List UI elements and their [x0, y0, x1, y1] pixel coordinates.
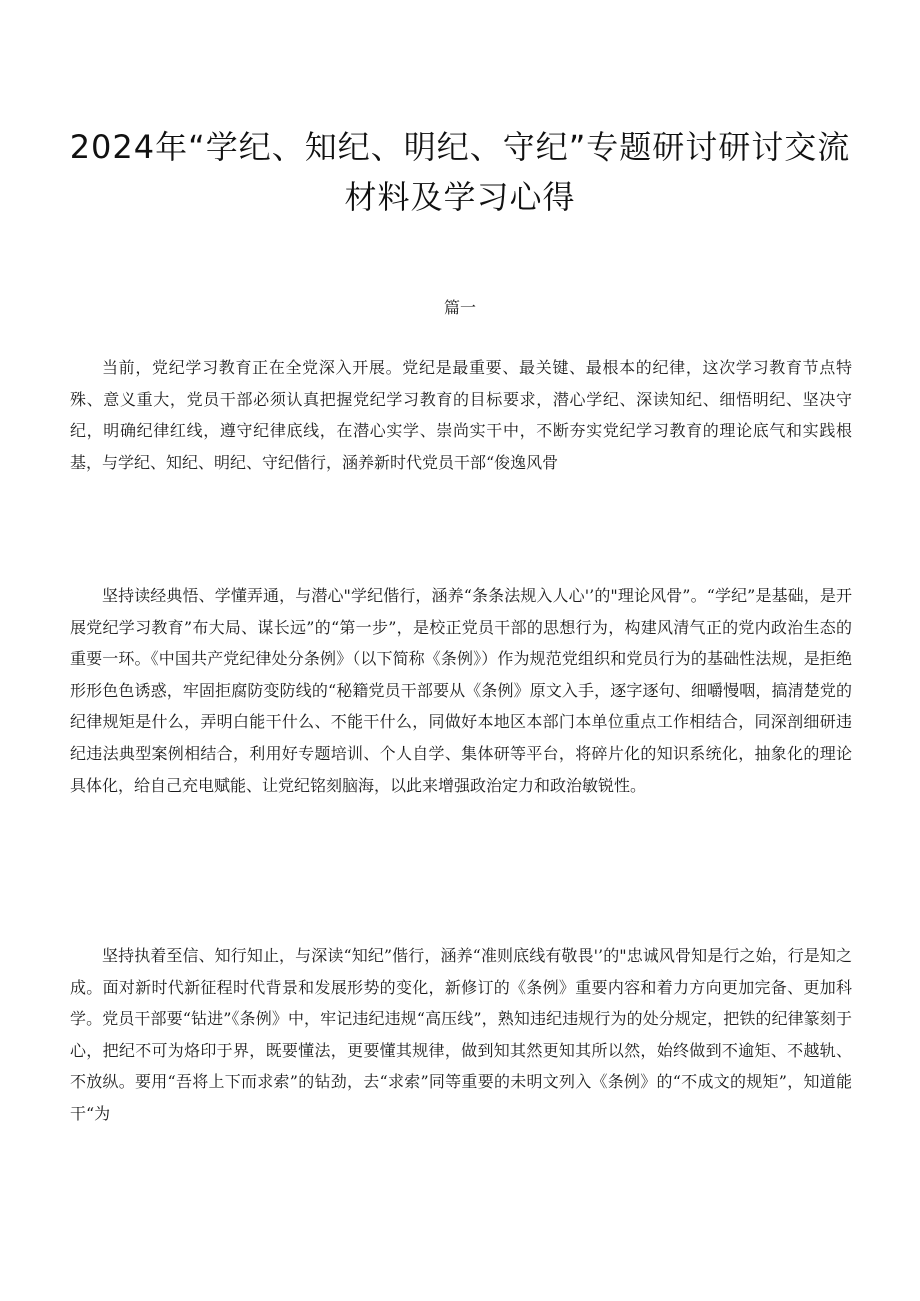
body-paragraph: 当前，党纪学习教育正在全党深入开展。党纪是最重要、最关键、最根本的纪律，这次学习教育节点特殊、意义重大，党员干部必须认真把握党纪学习教育的目标要求，潜心学纪、深读知纪、细悟明纪、坚决守纪，明确纪律红线，遵守纪律底线，在潜心实学、崇尚实干中，不断夯实党纪学习教育的理论底气和实践根基，与学纪、知纪、明纪、守纪偕行，涵养新时代党员干部“俊逸风骨	[70, 358, 852, 472]
body-paragraph: 坚持执着至信、知行知止，与深读“知纪”偕行，涵养“准则底线有敬畏'’的"忠诚风骨知是行之始，行是知之成。面对新时代新征程时代背景和发展形势的变化，新修订的《条例》重要内容和着力方向更加完备、更加科学。党员干部要“钻进”《条例》中，牢记违纪违规“高压线”，熟知违纪违规行为的处分规定，把铁的纪律篆刻于心，把纪不可为烙印于界，既要懂法，更要懂其规律，做到知其然更知其所以然，始终做到不逾矩、不越轨、不放纵。要用“吾将上下而求索”的钻劲，去“求索”同等重要的未明文列入《条例》的“不成文的规矩”，知道能干“为	[70, 946, 852, 1123]
body-paragraph: 坚持读经典悟、学懂弄通，与潜心"学纪偕行，涵养“条条法规入人心'’的"理论风骨”。“学纪”是基础，是开展党纪学习教育”布大局、谋长远”的“第一步”，是校正党员干部的思想行为，构建风清气正的党内政治生态的重要一环。《中国共产党纪律处分条例》（以下简称《条例》）作为规范党组织和党员行为的基础性法规，是拒绝形形色色诱惑，牢固拒腐防变防线的“秘籍党员干部要从《条例》原文入手，逐字逐句、细嚼慢咽，搞清楚党的纪律规矩是什么，弄明白能干什么、不能干什么，同做好本地区本部门本单位重点工作相结合，同深剖细研违纪违法典型案例相结合，利用好专题培训、个人自学、集体研等平台，将碎片化的知识系统化，抽象化的理论具体化，给自己充电赋能、让党纪铭刻脑海，以此来增强政治定力和政治敏锐性。	[70, 586, 852, 795]
document-title: 2024年“学纪、知纪、明纪、守纪”专题研讨研讨交流材料及学习心得	[69, 128, 851, 216]
section-heading: 篇一	[443, 298, 476, 317]
